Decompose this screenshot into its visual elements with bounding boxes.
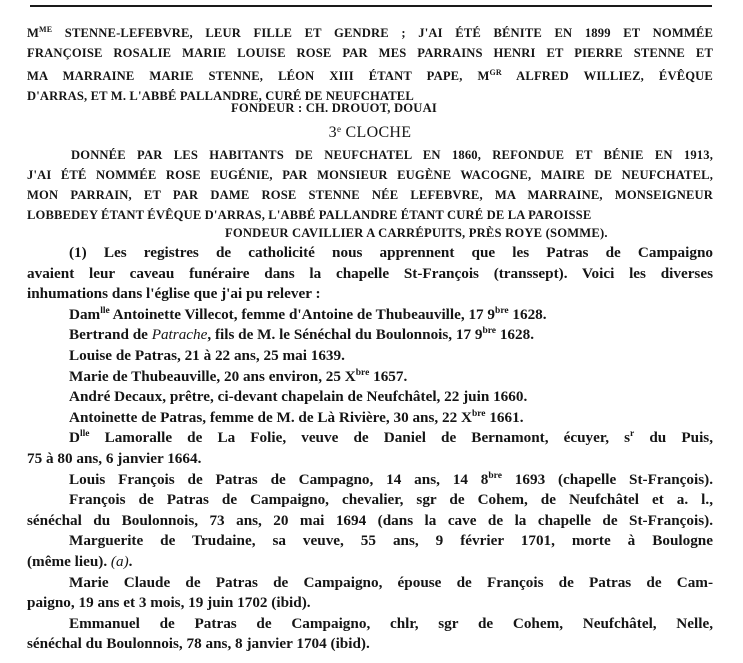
footnote-line: (1) Les registres de catholicité nous apprennent que les Patras de Campaigno [69, 244, 713, 261]
burial-entry: Marie de Thubeauville, 20 ans environ, 25 $X^{bre}$ 1657. [69, 367, 408, 385]
burial-entry-continued: sénéchal du Boulonnois, 78 ans, 8 janvier 1704 (ibid). [27, 635, 370, 653]
burial-entry: Louise de Patras, 21 à 22 ans, 25 mai 1639. [69, 346, 345, 364]
inscription-line: FRANÇOISE ROSALIE MARIE LOUISE ROSE PAR MES PARRAINS HENRI ET PIERRE STENNE ET [27, 46, 713, 60]
bell-2-inscription [27, 20, 713, 106]
burial-entry: André Decaux, prêtre, ci-devant chapelain de Neufchâtel, 22 juin 1660. [69, 388, 528, 406]
burial-entry-continued: 75 à 80 ans, 6 janvier 1664. [27, 449, 202, 467]
inscription-line: MON PARRAIN, ET PAR DAME ROSE STENNE NÉE LEFEBVRE, MA MARRAINE, MONSEIGNEUR [27, 188, 713, 202]
footnote-line: avaient leur caveau funéraire dans la chapelle St-François (transsept). Voici les diverses [27, 264, 713, 282]
burial-entry: Marguerite de Trudaine, sa veuve, 55 ans, 9 février 1701, morte à Boulogne [69, 532, 713, 550]
inscription-line: $M^{ME}$ STENNE-LEFEBVRE, LEUR FILLE ET GENDRE ; J'AI ÉTÉ BÉNITE EN 1899 ET NOMMÉE [27, 25, 713, 40]
burial-entry: Bertrand de Patrache, fils de M. le Sénéchal du Boulonnois, 17 $9^{bre}$ 1628. [69, 326, 534, 344]
burial-entry: $D^{lle}$ Lamoralle de La Folie, veuve de Daniel de Bernamont, écuyer, $s^r$ du Puis, [69, 429, 713, 447]
burial-entry-continued: sénéchal du Boulonnois, 73 ans, 20 mai 1694 (dans la cave de la chapelle de St-François). [27, 511, 713, 529]
burial-entry: Marie Claude de Patras de Campaigno, épouse de François de Patras de Cam- [69, 573, 713, 591]
burial-entry: Antoinette de Patras, femme de M. de Là Rivière, 30 ans, 22 $X^{bre}$ 1661. [69, 408, 524, 426]
footnote [27, 243, 713, 655]
inscription-line: D'ARRAS, ET M. L'ABBÉ PALLANDRE, CURÉ DE NEUFCHATEL [27, 89, 414, 103]
footnote-line: inhumations dans l'église que j'ai pu relever : [27, 285, 321, 303]
burial-entry-continued: paigno, 19 ans et 3 mois, 19 juin 1702 (ibid). [27, 594, 311, 612]
section-heading: 3e CLOCHE [328, 124, 412, 141]
inscription-line: J'AI ÉTÉ NOMMÉE ROSE EUGÉNIE, PAR MONSIEUR EUGÈNE WACOGNE, MAIRE DE NEUFCHATEL, [27, 168, 713, 182]
founder-line: FONDEUR CAVILLIER A CARRÉPUITS, PRÈS ROYE (SOMME). [225, 226, 608, 240]
burial-entry: Louis François de Patras de Campagno, 14 ans, 14 $8^{bre}$ 1693 (chapelle St-François). [69, 470, 713, 488]
burial-entry-continued: (même lieu). (a). [27, 552, 133, 570]
bell-3-inscription [27, 145, 713, 225]
burial-entry: Dam$^{lle}$ Antoinette Villecot, femme d'Antoine de Thubeauville, 17 $9^{bre}$ 1628. [69, 305, 547, 323]
founder-line: FONDEUR : CH. DROUOT, DOUAI [231, 101, 437, 115]
header-rule [30, 5, 712, 7]
burial-entry: François de Patras de Campaigno, chevalier, sgr de Cohem, de Neufchâtel et a. l., [69, 491, 713, 509]
burial-entry: Emmanuel de Patras de Campaigno, chlr, sgr de Cohem, Neufchâtel, Nelle, [69, 614, 713, 632]
inscription-line: MA MARRAINE MARIE STENNE, LÉON XIII ÉTANT PAPE, $M^{GR}$ ALFRED WILLIEZ, ÉVÊQUE [27, 68, 713, 83]
inscription-line: LOBBEDEY ÉTANT ÉVÊQUE D'ARRAS, L'ABBÉ PALLANDRE ÉTANT CURÉ DE LA PAROISSE [27, 208, 592, 222]
inscription-line: DONNÉE PAR LES HABITANTS DE NEUFCHATEL EN 1860, REFONDUE ET BÉNIE EN 1913, [71, 148, 713, 162]
